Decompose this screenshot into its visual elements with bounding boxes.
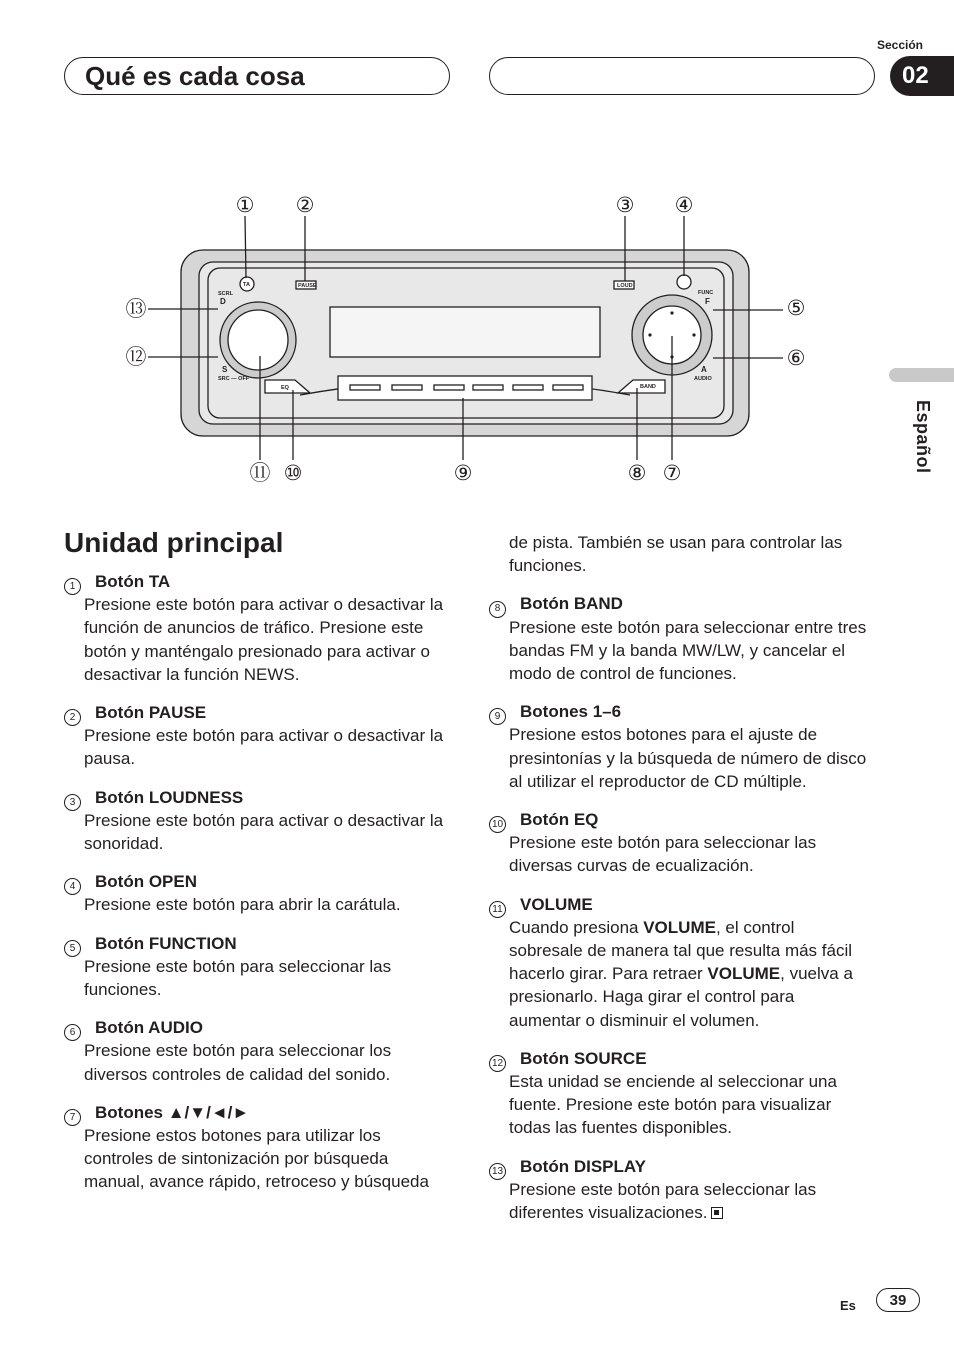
item-description: Presione estos botones para utilizar los controles de sintonización por búsqueda manual, avance rápido, retroceso y búsqueda bbox=[84, 1126, 429, 1192]
item-number: 2 bbox=[64, 709, 81, 726]
preset-strip bbox=[338, 376, 592, 400]
desc-bold-volume: VOLUME bbox=[707, 964, 781, 984]
volume-knob bbox=[228, 310, 288, 370]
list-item bbox=[489, 1155, 869, 1225]
item-number: 10 bbox=[489, 816, 506, 833]
item-title: VOLUME bbox=[520, 894, 593, 914]
list-item bbox=[64, 870, 444, 916]
callout-4: ④ bbox=[674, 193, 694, 217]
multi-left-dot bbox=[648, 333, 651, 336]
list-item bbox=[489, 1047, 869, 1140]
open-button bbox=[677, 275, 691, 289]
callout-9: ⑨ bbox=[453, 461, 473, 485]
multi-down-dot bbox=[670, 355, 673, 358]
panel-label-ta: TA bbox=[243, 282, 250, 288]
item-description: Presione este botón para activar o desactivar la pausa. bbox=[84, 726, 444, 769]
list-item bbox=[64, 932, 444, 1002]
item-title: Botón OPEN bbox=[95, 872, 197, 892]
item-title: Botones ▲/▼/◄/► bbox=[95, 1102, 250, 1122]
item-number: 5 bbox=[64, 940, 81, 957]
item-description: Esta unidad se enciende al seleccionar una fuente. Presione este botón para visualizar todas las fuentes disponibles. bbox=[509, 1072, 837, 1138]
callout-11: ⑪ bbox=[249, 461, 271, 485]
item-description: Presione este botón para seleccionar los diversos controles de calidad del sonido. bbox=[84, 1041, 392, 1084]
section-label: Sección bbox=[876, 38, 924, 52]
item-description: Presione este botón para activar o desactivar la función de anuncios de tráfico. Presione este botón y manténgalo presionado para activar o desactivar la función NEWS. bbox=[84, 595, 444, 684]
list-item bbox=[64, 1101, 444, 1194]
display-window bbox=[330, 307, 600, 357]
item-title: Botón AUDIO bbox=[95, 1018, 203, 1038]
panel-label-loud: LOUD bbox=[617, 283, 633, 289]
end-of-section-icon bbox=[711, 1207, 723, 1219]
desc-bold-volume: VOLUME bbox=[643, 917, 716, 937]
item-number: 13 bbox=[489, 1163, 506, 1180]
item-description bbox=[489, 916, 869, 1032]
item-title: Botón FUNCTION bbox=[95, 933, 237, 953]
callout-1: ① bbox=[235, 193, 255, 217]
item-title: Botón PAUSE bbox=[95, 703, 207, 723]
panel-label-func: FUNC bbox=[698, 290, 714, 296]
panel-label-src-off: SRC — OFF bbox=[218, 376, 250, 382]
language-label: Español bbox=[913, 400, 933, 474]
callout-8: ⑧ bbox=[627, 461, 647, 485]
list-item bbox=[489, 592, 869, 685]
item-title: Botón EQ bbox=[520, 810, 599, 830]
callout-5: ⑤ bbox=[786, 296, 806, 320]
item-title: Botón TA bbox=[95, 572, 171, 591]
panel-label-audio: AUDIO bbox=[694, 376, 712, 382]
list-item bbox=[489, 700, 869, 793]
item-description: Presione estos botones para el ajuste de presintonías y la búsqueda de número de disco al utilizar el reproductor de CD múltiple. bbox=[509, 725, 867, 791]
item-description: Presione este botón para seleccionar entre tres bandas FM y la banda MW/LW, y cancelar el modo de control de funciones. bbox=[509, 617, 867, 684]
callout-10: ⑩ bbox=[283, 461, 303, 485]
callout-2: ② bbox=[295, 193, 315, 217]
page-title-text: Qué es cada cosa bbox=[85, 60, 305, 91]
panel-label-s: S bbox=[222, 365, 228, 374]
callout-3: ③ bbox=[615, 193, 635, 217]
list-item bbox=[64, 570, 444, 686]
footer-language-code: Es bbox=[840, 1298, 856, 1313]
list-item bbox=[489, 893, 869, 1032]
item-number: 4 bbox=[64, 878, 81, 895]
item-number: 3 bbox=[64, 794, 81, 811]
item-title: Botón SOURCE bbox=[520, 1048, 647, 1068]
left-column bbox=[64, 570, 444, 1209]
section-heading: Unidad principal bbox=[64, 527, 284, 558]
desc-text: , el control sobresale de manera tal que resulta más fácil hacerlo girar. Para retraer bbox=[509, 917, 853, 984]
item-description: Presione este botón para abrir la carátula. bbox=[84, 895, 401, 915]
callout-7: ⑦ bbox=[662, 461, 682, 485]
item-title: Botón BAND bbox=[520, 594, 623, 614]
item-number: 8 bbox=[489, 601, 506, 618]
item-description: Presione este botón para seleccionar las funciones. bbox=[84, 956, 392, 1000]
item-description bbox=[489, 1178, 869, 1224]
item-number: 6 bbox=[64, 1024, 81, 1041]
list-item bbox=[64, 786, 444, 856]
item-title: Botón LOUDNESS bbox=[95, 787, 244, 807]
callout-6: ⑥ bbox=[786, 346, 806, 370]
list-item bbox=[64, 1016, 444, 1086]
list-item bbox=[489, 808, 869, 878]
item-description: Presione este botón para seleccionar las diversas curvas de ecualización. bbox=[509, 833, 817, 876]
desc-text: Presione este botón para seleccionar las diferentes visualizaciones. bbox=[509, 1179, 817, 1223]
item-number: 7 bbox=[64, 1109, 81, 1126]
panel-label-d: D bbox=[220, 297, 226, 306]
callout-12: ⑫ bbox=[125, 345, 147, 369]
desc-text: Cuando presiona bbox=[509, 917, 644, 937]
right-column bbox=[489, 531, 869, 1239]
multi-right-dot bbox=[692, 333, 695, 336]
panel-label-scrl: SCRL bbox=[218, 291, 233, 297]
list-item-continuation bbox=[489, 531, 869, 577]
panel-label-band: BAND bbox=[640, 384, 656, 390]
item-number: 9 bbox=[489, 708, 506, 725]
callout-13: ⑬ bbox=[125, 297, 147, 321]
list-item bbox=[64, 701, 444, 771]
item-description: Presione este botón para activar o desactivar la sonoridad. bbox=[84, 810, 444, 854]
panel-label-pause: PAUSE bbox=[298, 283, 317, 289]
panel-label-f: F bbox=[705, 297, 710, 306]
section-number: 02 bbox=[890, 56, 954, 96]
desc-text: , vuelva a presionarlo. Haga girar el control para aumentar o disminuir el volumen. bbox=[509, 964, 853, 1030]
item-number: 11 bbox=[489, 901, 506, 918]
item-number: 12 bbox=[489, 1055, 506, 1072]
multi-up-dot bbox=[670, 311, 673, 314]
item-title: Botón DISPLAY bbox=[520, 1156, 646, 1176]
page-number: 39 bbox=[876, 1288, 920, 1312]
item-number: 1 bbox=[64, 578, 81, 595]
head-unit-diagram bbox=[0, 0, 954, 500]
panel-label-eq: EQ bbox=[281, 385, 289, 391]
panel-label-a: A bbox=[701, 365, 707, 374]
item-description: de pista. También se usan para controlar las funciones. bbox=[509, 533, 843, 576]
item-title: Botones 1–6 bbox=[520, 702, 622, 722]
